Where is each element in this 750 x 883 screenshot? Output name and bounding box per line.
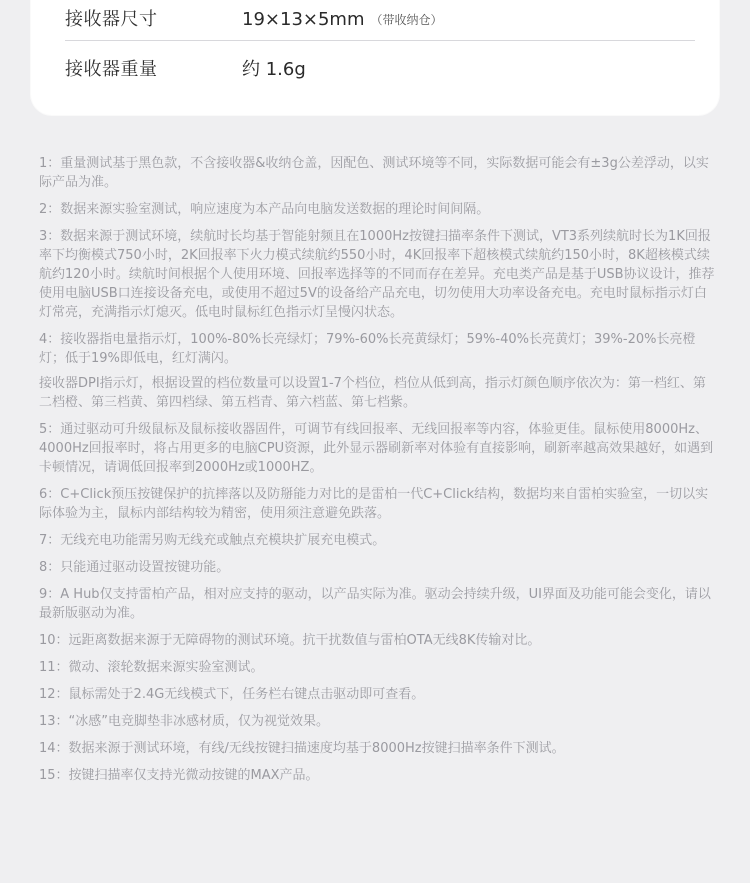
note-11: 11：微动、滚轮数据来源实验室测试。	[39, 660, 264, 675]
receiver-weight-label: 接收器重量	[65, 59, 158, 80]
note-9: 9：A Hub仅支持雷柏产品，相对应支持的驱动，以产品实际为准。驱动会持续升级，UI界面及功能可能会变化，请以最新版驱动为准。	[39, 587, 711, 621]
spec-divider	[65, 40, 695, 41]
receiver-size-value: 19×13×5mm	[242, 9, 365, 30]
note-3: 3：数据来源于测试环境，续航时长均基于智能射频且在1000Hz按键扫描率条件下测试，VT3系列续航时长为1K回报率下均衡模式750小时，2K回报率下火力模式续航约550小时，4K回报率下超核模式续航约150小时，8K超核模式续航约120小时。续航时间根据个人使用环境、回报率选择等的不同而存在差异。充电类产品是基于USB协议设计，推荐使用电脑USB口连接设备充电，或使用不超过5V的设备给产品充电，切勿使用大功率设备充电。充电时鼠标指示灯白灯常亮，充满指示灯熄灭。低电时鼠标红色指示灯呈慢闪状态。	[39, 229, 715, 320]
receiver-size-row	[65, 0, 695, 44]
note-15: 15：按键扫描率仅支持光微动按键的MAX产品。	[39, 768, 319, 783]
receiver-spec-card	[30, 0, 720, 116]
note-6: 6：C+Click预压按键保护的抗摔落以及防掰能力对比的是雷柏一代C+Click结构，数据均来自雷柏实验室，一切以实际体验为主，鼠标内部结构较为精密，使用须注意避免跌落。	[39, 487, 709, 521]
note-2: 2：数据来源实验室测试，响应速度为本产品向电脑发送数据的理论时间间隔。	[39, 202, 490, 217]
note-10: 10：远距离数据来源于无障碍物的测试环境。抗干扰数值与雷柏OTA无线8K传输对比。	[39, 633, 541, 648]
note-13: 13：“冰感”电竞脚垫非冰感材质，仅为视觉效果。	[39, 714, 330, 729]
note-1: 1：重量测试基于黑色款，不含接收器&收纳仓盖，因配色、测试环境等不同，实际数据可能会有±3g公差浮动，以实际产品为准。	[39, 156, 709, 190]
note-4: 4：接收器指电量指示灯，100%-80%长亮绿灯；79%-60%长亮黄绿灯；59%-40%长亮黄灯；39%-20%长亮橙灯；低于19%即低电，红灯满闪。	[39, 332, 696, 366]
note-8: 8：只能通过驱动设置按键功能。	[39, 560, 230, 575]
note-dpi-indicator: 接收器DPI指示灯，根据设置的档位数量可以设置1-7个档位，档位从低到高，指示灯颜色顺序依次为：第一档红、第二档橙、第三档黄、第四档绿、第五档青、第六档蓝、第七档紫。	[39, 376, 706, 410]
receiver-weight-row	[65, 46, 695, 94]
note-14: 14：数据来源于测试环境，有线/无线按键扫描速度均基于8000Hz按键扫描率条件下测试。	[39, 741, 565, 756]
receiver-weight-value: 约 1.6g	[242, 59, 306, 80]
product-notes	[39, 154, 715, 793]
note-7: 7：无线充电功能需另购无线充或触点充模块扩展充电模式。	[39, 533, 386, 548]
note-12: 12：鼠标需处于2.4G无线模式下，任务栏右键点击驱动即可查看。	[39, 687, 425, 702]
receiver-size-label: 接收器尺寸	[65, 9, 158, 30]
note-5: 5：通过驱动可升级鼠标及鼠标接收器固件，可调节有线回报率、无线回报率等内容，体验更佳。鼠标使用8000Hz、4000Hz回报率时，将占用更多的电脑CPU资源，此外显示器刷新率对体验有直接影响，刷新率越高效果越好，如遇到卡顿情况，请调低回报率到2000Hz或1000HZ。	[39, 422, 714, 475]
receiver-size-note: （带收纳仓）	[370, 13, 443, 27]
